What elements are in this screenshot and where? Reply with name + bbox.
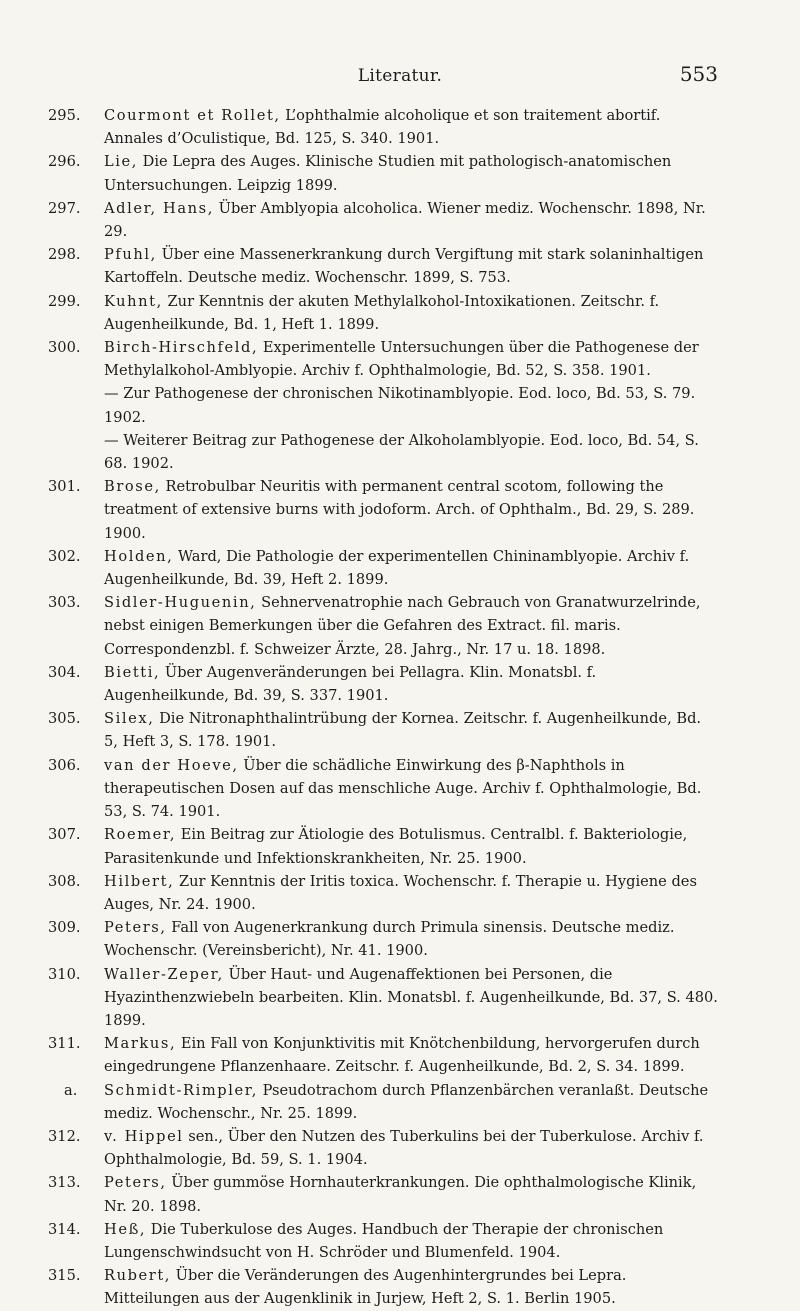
reference-text: Experimentelle Untersuchungen über die Pathogenese der Methylalkohol-Amblyopie. Archiv f. Ophthalmologie, Bd. 52, S. 358. 1901. [104, 339, 699, 380]
reference-number: 297. [48, 199, 81, 217]
reference-entry [0, 870, 800, 916]
reference-author: Brose, [104, 478, 161, 496]
reference-entry [0, 1125, 800, 1171]
reference-number: 314. [48, 1220, 81, 1238]
reference-number: a. [64, 1081, 78, 1099]
reference-text: Die Lepra des Auges. Klinische Studien mit pathologisch-anatomischen Untersuchungen. Leipzig 1899. [104, 153, 672, 194]
reference-text: Über die schädliche Einwirkung des β-Naphthols in therapeutischen Dosen auf das menschliche Auge. Archiv f. Ophthalmologie, Bd. 53, S. 74. 1901. [104, 756, 702, 821]
reference-entry [0, 290, 800, 336]
reference-entry [0, 336, 800, 382]
reference-entry [0, 1171, 800, 1217]
reference-author: Roemer, [104, 826, 177, 844]
reference-text: — Weiterer Beitrag zur Pathogenese der Alkoholamblyopie. Eod. loco, Bd. 54, S. 68. 1902. [104, 431, 699, 473]
reference-entry [0, 916, 800, 962]
reference-number: 301. [48, 478, 81, 496]
reference-text: Über Haut- und Augenaffektionen bei Personen, die Hyazinthenzwiebeln bearbeiten. Klin. Monatsbl. f. Augenheilkunde, Bd. 37, S. 480. 1899. [104, 965, 718, 1029]
reference-entry [0, 963, 800, 1033]
reference-entry [0, 475, 800, 545]
reference-entry [0, 545, 800, 591]
reference-number: 304. [48, 663, 81, 681]
reference-number: 303. [48, 594, 81, 612]
reference-author: Holden, [104, 547, 174, 565]
reference-entry [0, 707, 800, 753]
reference-text: Zur Kenntnis der Iritis toxica. Wochenschr. f. Therapie u. Hygiene des Auges, Nr. 24. 1900. [104, 872, 697, 913]
reference-author: Silex, [104, 710, 155, 728]
reference-list [0, 104, 800, 1311]
reference-author: Markus, [104, 1035, 177, 1053]
reference-entry [0, 150, 800, 196]
page-header [0, 62, 800, 92]
reference-number: 305. [48, 710, 81, 728]
reference-author: Schmidt-Rimpler, [104, 1081, 258, 1099]
reference-entry [0, 1079, 800, 1125]
reference-author: Bietti, [104, 663, 161, 681]
reference-number: 313. [48, 1174, 81, 1192]
reference-author: Lie, [104, 153, 139, 171]
reference-number: 309. [48, 919, 81, 937]
page-number: 553 [679, 62, 718, 86]
reference-author: Heß, [104, 1220, 147, 1238]
reference-author: van der Hoeve, [104, 756, 239, 774]
reference-text: Ein Fall von Konjunktivitis mit Knötchenbildung, hervorgerufen durch eingedrungene Pflanzenhaare. Zeitschr. f. Augenheilkunde, Bd. 2, S. 34. 1899. [104, 1035, 700, 1076]
reference-text: Über Augenveränderungen bei Pellagra. Klin. Monatsbl. f. Augenheilkunde, Bd. 39, S. 337. 1901. [104, 663, 597, 705]
reference-number: 310. [48, 965, 81, 983]
reference-entry [0, 823, 800, 869]
reference-text: — Zur Pathogenese der chronischen Nikotinamblyopie. Eod. loco, Bd. 53, S. 79. 1902. [104, 385, 696, 426]
reference-author: Courmont et Rollet, [104, 107, 281, 124]
reference-entry [0, 243, 800, 289]
reference-text: Sehnervenatrophie nach Gebrauch von Granatwurzelrinde, nebst einigen Bemerkungen über die Gefahren des Extract. fil. maris. Correspondenzbl. f. Schweizer Ärzte, 28. Jahrg., Nr. 17 u. 18. 1898. [104, 594, 701, 658]
reference-author: Peters, [104, 919, 167, 937]
reference-author: Adler, Hans, [104, 199, 214, 217]
reference-text: Über Amblyopia alcoholica. Wiener mediz. Wochenschr. 1898, Nr. 29. [104, 199, 706, 241]
reference-author: v. Hippel [104, 1127, 184, 1145]
reference-text: Fall von Augenerkrankung durch Primula sinensis. Deutsche mediz. Wochenschr. (Vereinsbericht), Nr. 41. 1900. [104, 919, 675, 960]
reference-entry [0, 382, 800, 428]
reference-number: 295. [48, 107, 81, 124]
reference-author: Peters, [104, 1174, 167, 1192]
reference-text: Retrobulbar Neuritis with permanent central scotom, following the treatment of extensive burns with jodoform. Arch. of Ophthalm., Bd. 29, S. 289. 1900. [104, 478, 695, 542]
reference-text: Die Tuberkulose des Auges. Handbuch der Therapie der chronischen Lungenschwindsucht von H. Schröder und Blumenfeld. 1904. [104, 1220, 664, 1261]
reference-entry [0, 661, 800, 707]
reference-number: 308. [48, 872, 81, 890]
reference-number: 298. [48, 246, 81, 264]
reference-text: sen., Über den Nutzen des Tuberkulins bei der Tuberkulose. Archiv f. Ophthalmologie, Bd. 59, S. 1. 1904. [104, 1127, 704, 1169]
reference-text: Ward, Die Pathologie der experimentellen Chininamblyopie. Archiv f. Augenheilkunde, Bd. 39, Heft 2. 1899. [104, 547, 690, 589]
reference-author: Kuhnt, [104, 292, 163, 310]
reference-author: Rubert, [104, 1267, 172, 1285]
reference-author: Birch-Hirschfeld, [104, 339, 259, 357]
reference-text: Über die Veränderungen des Augenhintergrundes bei Lepra. Mitteilungen aus der Augenklinik in Jurjew, Heft 2, S. 1. Berlin 1905. [104, 1267, 627, 1308]
reference-author: Pfuhl, [104, 246, 157, 264]
reference-entry [0, 754, 800, 824]
reference-text: Zur Kenntnis der akuten Methylalkohol-Intoxikationen. Zeitschr. f. Augenheilkunde, Bd. 1, Heft 1. 1899. [104, 292, 660, 333]
reference-number: 302. [48, 547, 81, 565]
reference-number: 311. [48, 1035, 81, 1053]
reference-author: Waller-Zeper, [104, 965, 224, 983]
reference-entry [0, 197, 800, 243]
reference-entry [0, 104, 800, 150]
reference-author: Hilbert, [104, 872, 175, 890]
reference-entry [0, 1218, 800, 1264]
reference-entry [0, 429, 800, 475]
reference-author: Sidler-Huguenin, [104, 594, 257, 612]
reference-text: Ein Beitrag zur Ätiologie des Botulismus. Centralbl. f. Bakteriologie, Parasitenkunde und Infektionskrankheiten, Nr. 25. 1900. [104, 826, 688, 867]
reference-text: Die Nitronaphthalintrübung der Kornea. Zeitschr. f. Augenheilkunde, Bd. 5, Heft 3, S. 178. 1901. [104, 710, 702, 751]
reference-number: 312. [48, 1127, 81, 1145]
reference-number: 300. [48, 339, 81, 357]
running-head: Literatur. [357, 66, 443, 86]
reference-number: 307. [48, 826, 81, 844]
reference-number: 315. [48, 1267, 81, 1285]
reference-number: 296. [48, 153, 81, 171]
reference-text: Über gummöse Hornhauterkrankungen. Die ophthalmologische Klinik, Nr. 20. 1898. [104, 1174, 697, 1215]
reference-entry [0, 1032, 800, 1078]
reference-entry [0, 1264, 800, 1310]
reference-text: Über eine Massenerkrankung durch Vergiftung mit stark solaninhaltigen Kartoffeln. Deutsche mediz. Wochenschr. 1899, S. 753. [104, 246, 704, 287]
reference-text: L’ophthalmie alcoholique et son traitement abortif. Annales d’Oculistique, Bd. 125, S. 340. 1901. [104, 107, 661, 148]
reference-number: 306. [48, 756, 81, 774]
reference-number: 299. [48, 292, 81, 310]
reference-entry [0, 591, 800, 661]
reference-text: Pseudotrachom durch Pflanzenbärchen veranlaßt. Deutsche mediz. Wochenschr., Nr. 25. 1899. [104, 1081, 709, 1122]
